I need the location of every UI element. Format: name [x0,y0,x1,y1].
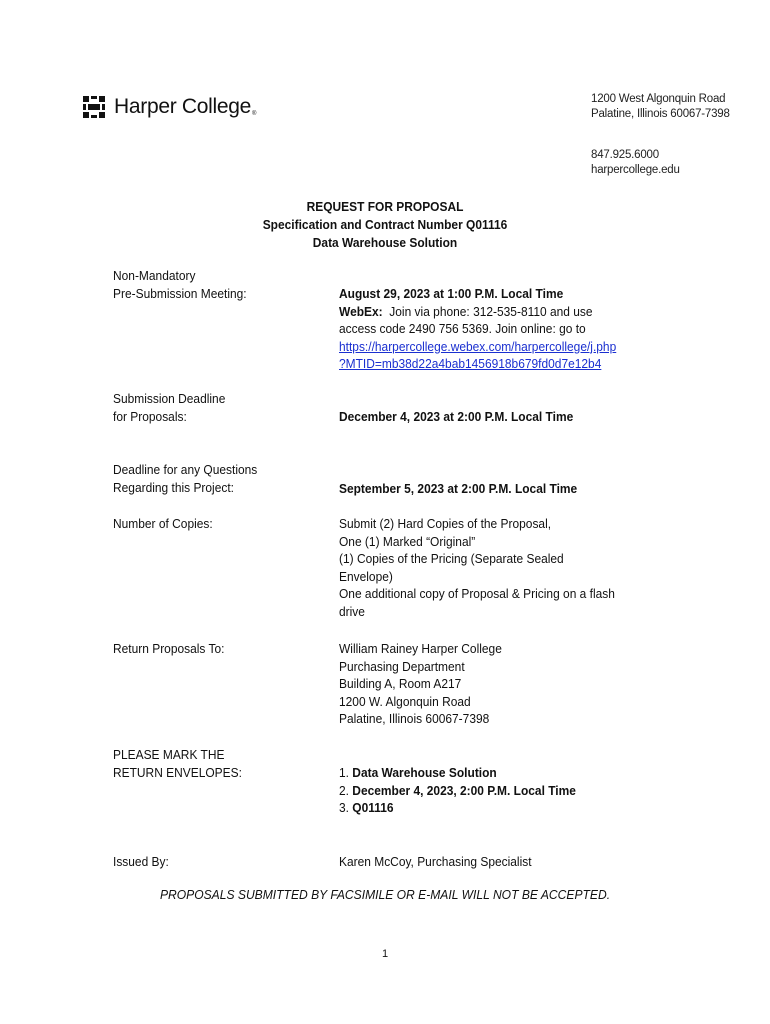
return-line: 1200 W. Algonquin Road [339,693,471,709]
return-line: Purchasing Department [339,658,465,674]
webex-text: Join via phone: 312-535-8110 and use [382,303,593,319]
logo-trademark: ® [252,111,257,117]
questions-label [113,461,257,496]
title-line: Data Warehouse Solution [312,235,458,250]
submission-deadline: December 4, 2023 at 2:00 P.M. Local Time [339,409,574,424]
label-line: Deadline for any Questions [113,462,258,477]
envelope-markings [339,764,576,817]
webex-link[interactable] [339,338,616,373]
envelope-item [339,782,576,800]
college-address [591,92,730,122]
document-title [0,198,770,252]
return-line: Building A, Room A217 [339,676,462,692]
meeting-label [113,267,247,302]
return-line: William Rainey Harper College [339,641,502,656]
link-line[interactable]: https://harpercollege.webex.com/harpercollege/j.php [339,338,617,354]
label-line: Regarding this Project: [113,479,234,495]
item-number: 3. [339,800,353,816]
item-text: Data Warehouse Solution [352,765,497,780]
copies-line: Envelope) [339,568,393,584]
harper-college-logo [83,95,256,119]
item-number: 1. [339,765,353,780]
label-line: RETURN ENVELOPES: [113,764,242,780]
item-text: Q01116 [352,800,394,816]
issued-value: Karen McCoy, Purchasing Specialist [339,854,532,869]
address-line: 1200 West Algonquin Road [591,93,726,105]
return-label: Return Proposals To: [113,641,225,656]
copies-line: drive [339,603,365,619]
label-line: Non-Mandatory [113,268,196,283]
copies-label: Number of Copies: [113,516,213,531]
webex-line-2: access code 2490 756 5369. Join online: go to [339,321,586,337]
envelope-item [339,764,576,782]
issued-label: Issued By: [113,854,169,869]
envelopes-label [113,746,242,781]
link-line[interactable]: ?MTID=mb38d22a4bab1456918b679fd0d7e12b4 [339,356,602,372]
college-contact [591,148,680,178]
copies-line: One additional copy of Proposal & Pricing on a flash [339,586,615,602]
return-line: Palatine, Illinois 60067-7398 [339,711,490,727]
logo-wordmark: Harper College [114,95,252,118]
submission-notice [0,887,770,902]
page-number: 1 [381,948,389,960]
copies-line: Submit (2) Hard Copies of the Proposal, [339,516,552,531]
harper-logo-icon [83,96,105,118]
item-text: December 4, 2023, 2:00 P.M. Local Time [352,782,576,798]
address-line: Palatine, Illinois 60067-7398 [591,108,730,120]
submission-label [113,390,225,425]
item-number: 2. [339,782,353,798]
envelope-item [339,799,576,817]
label-line: Pre-Submission Meeting: [113,285,247,301]
title-line: Specification and Contract Number Q01116 [262,217,508,232]
website: harpercollege.edu [591,164,680,176]
webex-info [339,303,616,321]
meeting-date: August 29, 2023 at 1:00 P.M. Local Time [339,286,564,301]
questions-deadline: September 5, 2023 at 2:00 P.M. Local Time [339,481,578,496]
copies-line: (1) Copies of the Pricing (Separate Sealed [339,551,564,567]
copies-line: One (1) Marked “Original” [339,533,476,549]
label-line: Submission Deadline [113,391,226,406]
copies-value [339,515,615,621]
return-address [339,640,502,728]
meeting-value [339,285,616,373]
title-line: REQUEST FOR PROPOSAL [306,199,464,214]
notice-text: PROPOSALS SUBMITTED BY FACSIMILE OR E-MAIL WILL NOT BE ACCEPTED. [159,887,611,902]
label-line: PLEASE MARK THE [113,747,225,762]
webex-label: WebEx: [339,303,383,319]
phone-number: 847.925.6000 [591,149,659,161]
label-line: for Proposals: [113,408,187,424]
